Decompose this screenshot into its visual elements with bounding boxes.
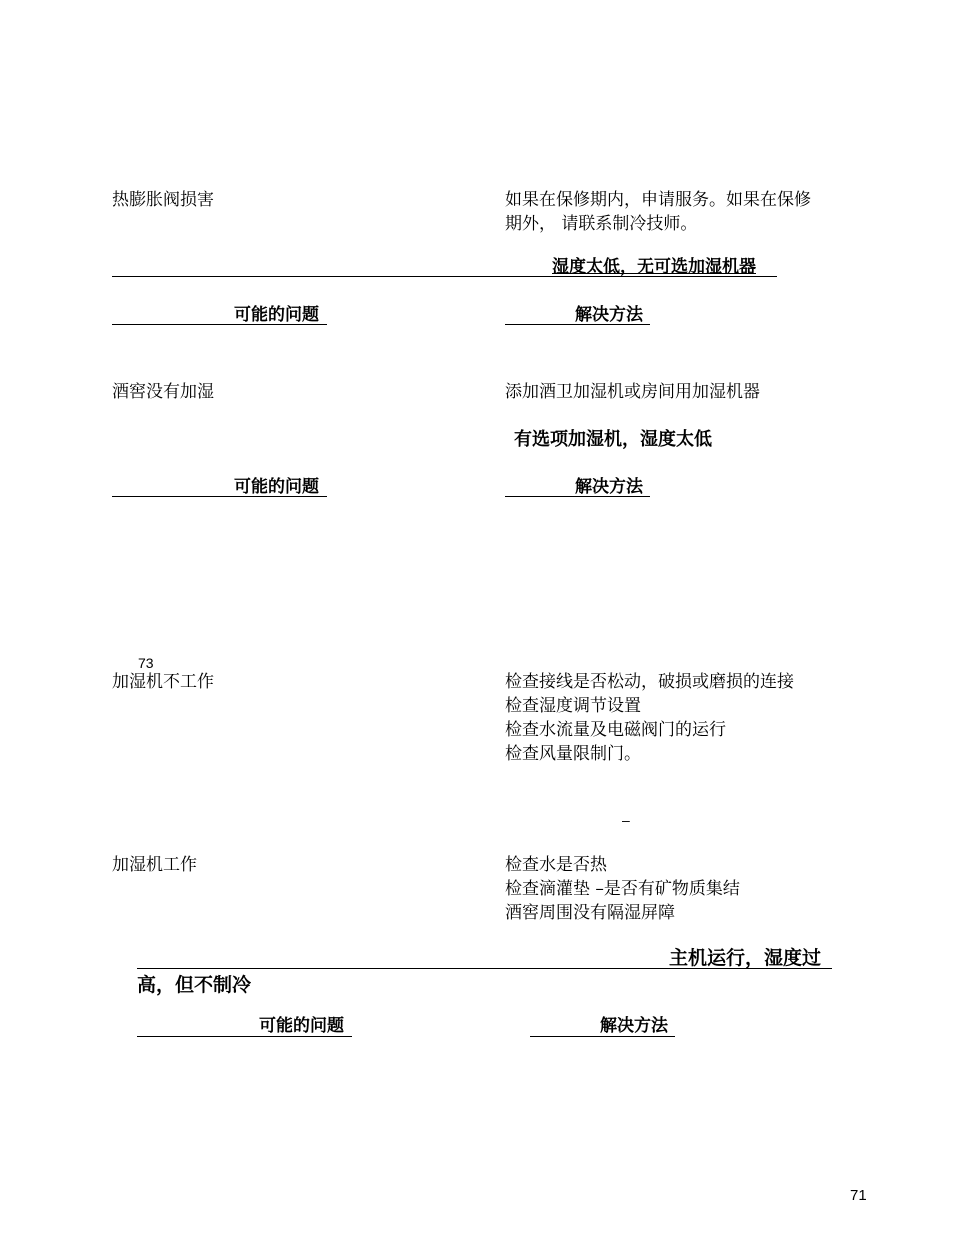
- dash-mark: –: [622, 812, 630, 828]
- solution-list: [505, 853, 740, 925]
- column-header-solution: 解决方法: [600, 1016, 668, 1036]
- solution-list: [505, 670, 794, 766]
- solution-text: 如果在保修期内，申请服务。如果在保修: [505, 190, 811, 210]
- overlay-number: 73: [138, 655, 154, 671]
- column-header-problem: 可能的问题: [259, 1016, 344, 1036]
- page-number: 71: [850, 1187, 867, 1204]
- solution-text: 检查风量限制门。: [505, 744, 641, 764]
- problem-text: 热膨胀阀损害: [112, 190, 214, 210]
- section-title: 湿度太低，无可选加湿机器: [552, 257, 756, 277]
- column-header-solution: 解决方法: [575, 477, 643, 497]
- solution-text: 检查水流量及电磁阀门的运行: [505, 720, 726, 740]
- solution-text: 检查湿度调节设置: [505, 696, 641, 716]
- problem-text: 酒窖没有加湿: [112, 382, 214, 402]
- solution-text: 酒窖周围没有隔湿屏障: [505, 903, 675, 923]
- column-header-solution: 解决方法: [575, 305, 643, 325]
- section-title: 高，但不制冷: [137, 974, 252, 996]
- solution-text: 添加酒卫加湿机或房间用加湿机器: [505, 382, 760, 402]
- section-title: 有选项加湿机，湿度太低: [514, 429, 712, 450]
- column-header-problem: 可能的问题: [234, 477, 319, 497]
- column-header-problem: 可能的问题: [234, 305, 319, 325]
- solution-text: 期外， 请联系制冷技师。: [505, 214, 698, 234]
- problem-text: 加湿机工作: [112, 855, 197, 875]
- solution-text: 检查水是否热: [505, 855, 607, 875]
- problem-text: 加湿机不工作: [112, 672, 214, 692]
- solution-text: 检查接线是否松动，破损或磨损的连接: [505, 672, 794, 692]
- section-title: 主机运行，湿度过: [669, 947, 822, 969]
- solution-text: 检查滴灌垫 –是否有矿物质集结: [505, 879, 740, 899]
